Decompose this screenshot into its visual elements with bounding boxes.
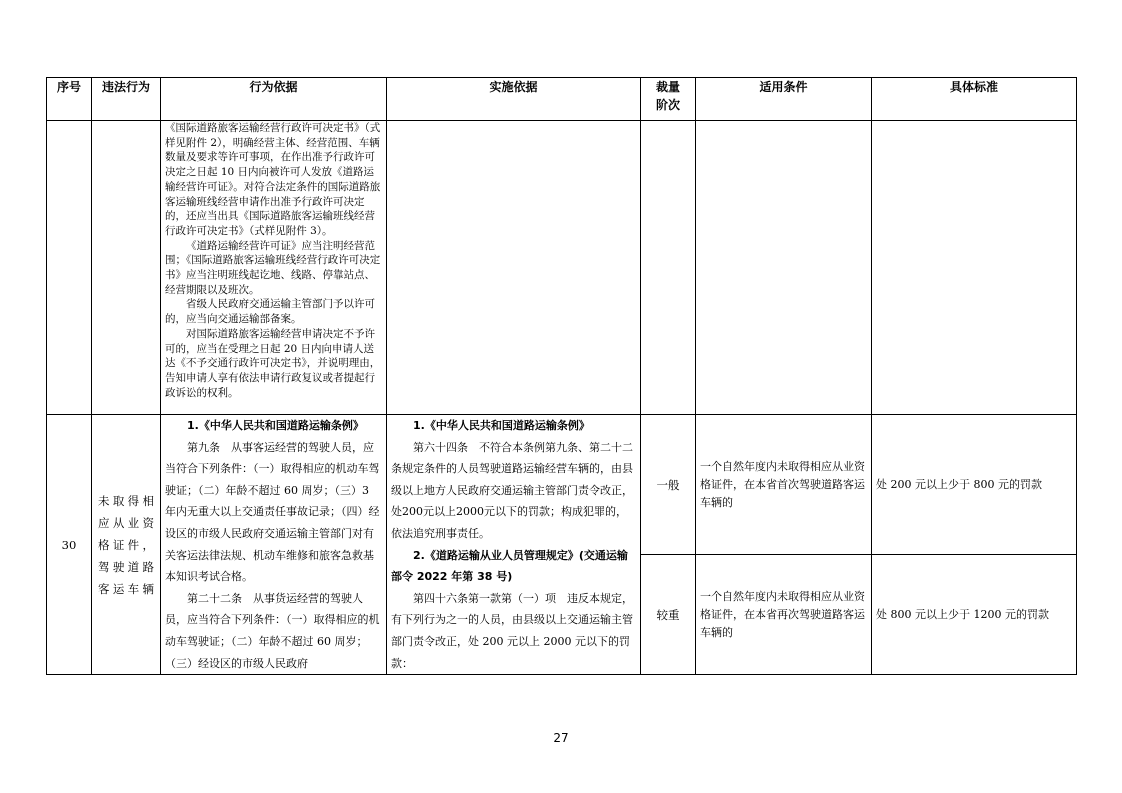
header-violation: 违法行为 [92, 78, 161, 121]
cont-violation-cell [92, 121, 161, 415]
cont-level-cell [641, 121, 696, 415]
cont-basis-p3: 省级人民政府交通运输主管部门予以许可的，应当向交通运输部备案。 [165, 298, 375, 326]
cont-basis-p4: 对国际道路旅客运输经营申请决定不予许可的，应当在受理之日起 20 日内向申请人送达《不予交通行政许可决定书》，并说明理由，告知申请人享有依法申请行政复议或者提起行政诉讼的权利。 [165, 327, 381, 399]
cont-standard-cell [872, 121, 1077, 415]
header-standard: 具体标准 [872, 78, 1077, 121]
row30-condition-general: 一个自然年度内未取得相应从业资格证件，在本省首次驾驶道路客运车辆的 [696, 415, 872, 555]
page-number: 27 [553, 731, 569, 745]
row30-standard-general: 处 200 元以上少于 800 元的罚款 [872, 415, 1077, 555]
row30-impl-title1: 1.《中华人民共和国道路运输条例》 [413, 419, 590, 432]
row30-level-serious: 较重 [641, 555, 696, 675]
cont-basis-p2: 《道路运输经营许可证》应当注明经营范围；《国际道路旅客运输班线经营行政许可决定书》应当注明班线起讫地、线路、停靠站点、经营期限以及班次。 [165, 239, 381, 296]
row30-basis-cell [161, 415, 387, 675]
cont-condition-cell [696, 121, 872, 415]
row30-violation: 未取得相应从业资格证件，驾驶道路客运车辆 [92, 415, 161, 675]
header-condition: 适用条件 [696, 78, 872, 121]
row30-basis-p2: 第二十二条 从事货运经营的驾驶人员，应当符合下列条件：（一）取得相应的机动车驾驶证；（二）年龄不超过 60 周岁；（三）经设区的市级人民政府 [165, 591, 380, 670]
table-row-30-general [47, 415, 1077, 555]
cont-basis-p1: 《国际道路旅客运输经营行政许可决定书》（式样见附件 2），明确经营主体、经营范围、车辆数量及要求等许可事项，在作出准予行政许可决定之日起 10 日内向被许可人发放《道路运输经营许可证》。对符合法定条件的国际道路旅客运输班线经营申请作出准予行政许可决定的，还应当出具《国际道路旅客运输班线经营行政许可决定书》（式样见附件 3）。 [165, 122, 381, 237]
table-row-continued [47, 121, 1077, 415]
header-impl: 实施依据 [387, 78, 641, 121]
row30-standard-serious: 处 800 元以上少于 1200 元的罚款 [872, 555, 1077, 675]
table-header-row [47, 78, 1077, 121]
cont-basis-cell [161, 121, 387, 415]
cont-seq-cell [47, 121, 92, 415]
row30-seq: 30 [47, 415, 92, 675]
row30-level-general: 一般 [641, 415, 696, 555]
header-basis: 行为依据 [161, 78, 387, 121]
row30-impl-title2: 2.《道路运输从业人员管理规定》(交通运输部令 2022 年第 38 号) [391, 548, 628, 584]
row30-impl-p2: 第四十六条第一款第（一）项 违反本规定，有下列行为之一的人员，由县级以上交通运输主管部门责令改正，处 200 元以上 2000 元以下的罚款： [391, 591, 633, 670]
row30-impl-p1: 第六十四条 不符合本条例第九条、第二十二条规定条件的人员驾驶道路运输经营车辆的，由县级以上地方人民政府交通运输主管部门责令改正，处200元以上2000元以下的罚款；构成犯罪的，依法追究刑事责任。 [391, 440, 633, 540]
penalty-standard-table [46, 77, 1077, 675]
header-level [641, 78, 696, 121]
row30-condition-serious: 一个自然年度内未取得相应从业资格证件，在本省再次驾驶道路客运车辆的 [696, 555, 872, 675]
header-seq: 序号 [47, 78, 92, 121]
cont-impl-cell [387, 121, 641, 415]
row30-basis-title: 1.《中华人民共和国道路运输条例》 [187, 419, 364, 432]
header-level-line2: 阶次 [655, 98, 680, 112]
row30-impl-cell [387, 415, 641, 675]
row30-basis-p1: 第九条 从事客运经营的驾驶人员，应当符合下列条件：（一）取得相应的机动车驾驶证；（二）年龄不超过 60 周岁；（三）3 年内无重大以上交通责任事故记录；（四）经设区的市级人民政府交通运输主管部门对有关客运法律法规、机动车维修和旅客急救基本知识考试合格。 [165, 440, 380, 584]
header-level-line1: 裁量 [655, 80, 680, 94]
